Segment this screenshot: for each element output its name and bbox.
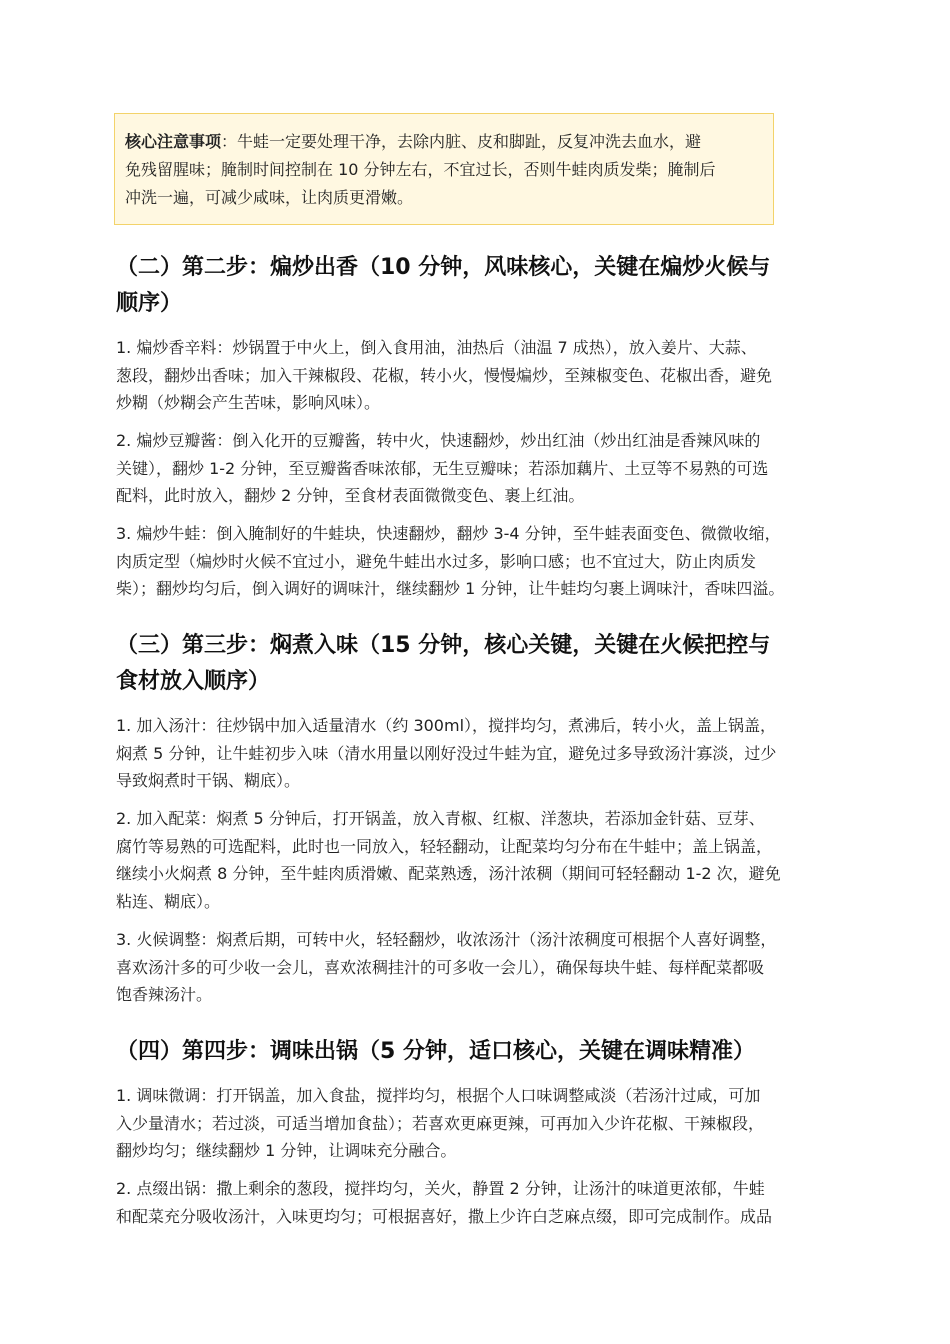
step2-item-3: 3. 煸炒牛蛙：倒入腌制好的牛蛙块，快速翻炒，翻炒 3-4 分钟，至牛蛙表面变色、微微收缩， 肉质定型（煸炒时火候不宜过小，避免牛蛙出水过多，影响口感；也不宜过大，防止肉质发 柴）；翻炒均匀后，倒入调好的调味汁，继续翻炒 1 分钟，让牛蛙均匀裹上调味汁，香味四溢。 <box>116 524 785 598</box>
key-notes-line: 免残留腥味；腌制时间控制在 10 分钟左右，不宜过长，否则牛蛙肉质发柴；腌制后 <box>125 160 716 179</box>
step3-item-1: 1. 加入汤汁：往炒锅中加入适量清水（约 300ml），搅拌均匀，煮沸后，转小火，盖上锅盖， 焖煮 5 分钟，让牛蛙初步入味（清水用量以刚好没过牛蛙为宜，避免过多导致汤汁寡淡，过少 导致焖煮时干锅、糊底）。 <box>116 716 777 790</box>
step4-item-1: 1. 调味微调：打开锅盖，加入食盐，搅拌均匀，根据个人口味调整咸淡（若汤汁过咸，可加 入少量清水；若过淡，可适当增加食盐）；若喜欢更麻更辣，可再加入少许花椒、干辣椒段， 翻炒均匀；继续翻炒 1 分钟，让调味充分融合。 <box>116 1086 765 1160</box>
step3-heading: （三）第三步：焖煮入味（15 分钟，核心关键，关键在火候把控与 食材放入顺序） <box>116 633 771 694</box>
step3-item-2: 2. 加入配菜：焖煮 5 分钟后，打开锅盖，放入青椒、红椒、洋葱块，若添加金针菇、豆芽、 腐竹等易熟的可选配料，此时也一同放入，轻轻翻动，让配菜均匀分布在牛蛙中；盖上锅盖， 继续小火焖煮 8 分钟，至牛蛙肉质滑嫩、配菜熟透，汤汁浓稠（期间可轻轻翻动 1-2 次，避免 粘连、糊底）。 <box>116 809 781 911</box>
key-notes-line: ：牛蛙一定要处理干净，去除内脏、皮和脚趾，反复冲洗去血水，避 <box>221 132 702 151</box>
step4-item-2: 2. 点缀出锅：撒上剩余的葱段，搅拌均匀，关火，静置 2 分钟，让汤汁的味道更浓郁，牛蛙 和配菜充分吸收汤汁，入味更均匀；可根据喜好，撒上少许白芝麻点缀，即可完成制作。成品 <box>116 1179 773 1226</box>
step4-heading: （四）第四步：调味出锅（5 分钟，适口核心，关键在调味精准） <box>116 1039 755 1064</box>
step2-heading: （二）第二步：煸炒出香（10 分钟，风味核心，关键在煸炒火候与 顺序） <box>116 255 771 316</box>
key-notes-label: 核心注意事项 <box>125 132 222 151</box>
step2-item-1: 1. 煸炒香辛料：炒锅置于中火上，倒入食用油，油热后（油温 7 成热），放入姜片、大蒜、 葱段，翻炒出香味；加入干辣椒段、花椒，转小火，慢慢煸炒，至辣椒变色、花椒出香，避免 炒糊（炒糊会产生苦味，影响风味）。 <box>116 338 773 412</box>
key-notes-line: 冲洗一遍，可减少咸味，让肉质更滑嫩。 <box>125 188 414 207</box>
step2-item-2: 2. 煸炒豆瓣酱：倒入化开的豆瓣酱，转中火，快速翻炒，炒出红油（炒出红油是香辣风味的 关键），翻炒 1-2 分钟，至豆瓣酱香味浓郁，无生豆瓣味；若添加藕片、土豆等不易熟的可选 配料，此时放入，翻炒 2 分钟，至食材表面微微变色、裹上红油。 <box>116 431 769 505</box>
key-notes-box <box>114 113 774 225</box>
step3-item-3: 3. 火候调整：焖煮后期，可转中火，轻轻翻炒，收浓汤汁（汤汁浓稠度可根据个人喜好调整， 喜欢汤汁多的可少收一会儿，喜欢浓稠挂汁的可多收一会儿），确保每块牛蛙、每样配菜都吸 饱香辣汤汁。 <box>116 930 777 1004</box>
